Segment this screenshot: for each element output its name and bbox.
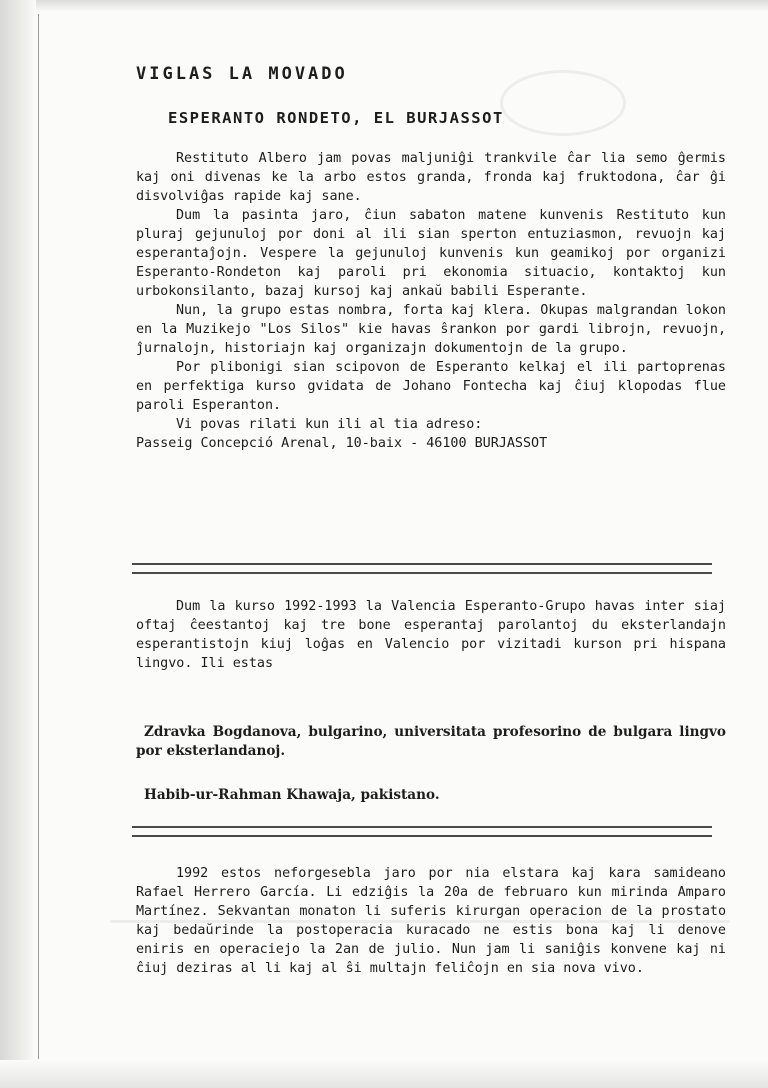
page-bottom-shadow: [0, 1060, 768, 1088]
person-khawaja: Habib-ur-Rahman Khawaja, pakistano.: [144, 787, 440, 803]
separator-line: [132, 826, 712, 837]
article-rondeto: [136, 149, 726, 453]
paragraph: Restituto Albero jam povas maljuniĝi trankvile ĉar lia semo ĝermis kaj oni divenas ke la arbo estos granda, fronda kaj fruktodona, ĉar ĝi disvolviĝas rapide kaj sane.: [136, 151, 726, 204]
person-entry: [136, 723, 726, 761]
bleed-through-emblem: [500, 70, 626, 136]
section-title: VIGLAS LA MOVADO: [136, 64, 348, 84]
page-top-shadow: [0, 0, 768, 12]
paragraph: Nun, la grupo estas nombra, forta kaj klera. Okupas malgrandan lokon en la Muzikejo "Los Silos" kie havas ŝrankon por gardi librojn, revuojn, ĵurnalojn, historiajn kaj organizajn dokumentojn de la grupo.: [136, 303, 726, 356]
article-title: ESPERANTO RONDETO, EL BURJASSOT: [168, 109, 504, 127]
paragraph: 1992 estos neforgesebla jaro por nia elstara kaj kara samideano Rafael Herrero García. Li edziĝis la 20a de februaro kun mirinda Amparo Martínez. Sekvantan monaton li suferis kirurgan operacion de la prostato kaj bedaŭrinde la postoperacia kuracado ne estis bona kaj li denove eniris en operaciejo la 2an de julio. Nun jam li saniĝis konvene kaj ni ĉiuj deziras al li kaj al ŝi multajn feliĉojn en sia nova vivo.: [136, 866, 726, 976]
paragraph: Por plibonigi sian scipovon de Esperanto kelkaj el ili partoprenas en perfektiga kurso gvidata de Johano Fontecha kaj ĉiuj klopodas flue paroli Esperanton.: [136, 360, 726, 413]
person-entry: [136, 786, 726, 805]
article-foreign-esperantists: [136, 597, 726, 673]
person-bogdanova: Zdravka Bogdanova, bulgarino, universitata profesorino de bulgara lingvo por eksterlandanoj.: [136, 724, 726, 759]
paragraph: Dum la pasinta jaro, ĉiun sabaton matene kunvenis Restituto kun pluraj gejunuloj por doni al ili sian sperton entuziasmon, revuojn kaj esperantaĵojn. Vespere la gejunuloj kunvenis kun geamikoj por organizi Esperanto-Rondeton kaj paroli pri ekonomia situacio, kontaktoj kun urbokonsilanto, bazaj kursoj kaj ankaŭ babili Esperante.: [136, 208, 726, 299]
page-binding-shadow: [0, 0, 36, 1088]
paragraph: Dum la kurso 1992-1993 la Valencia Esperanto-Grupo havas inter siaj oftaj ĉeestantoj kaj tre bone esperantaj parolantoj du eksterlandajn esperantistojn kiuj loĝas en Valencio por vizitadi kurson pri hispana lingvo. Ili estas: [136, 599, 726, 671]
article-herrero: [136, 864, 726, 978]
separator-line: [132, 563, 712, 574]
address-line: Passeig Concepció Arenal, 10-baix - 46100 BURJASSOT: [136, 436, 548, 451]
page-binding-line: [38, 14, 39, 1059]
paragraph: Vi povas rilati kun ili al tia adreso:: [176, 417, 483, 432]
